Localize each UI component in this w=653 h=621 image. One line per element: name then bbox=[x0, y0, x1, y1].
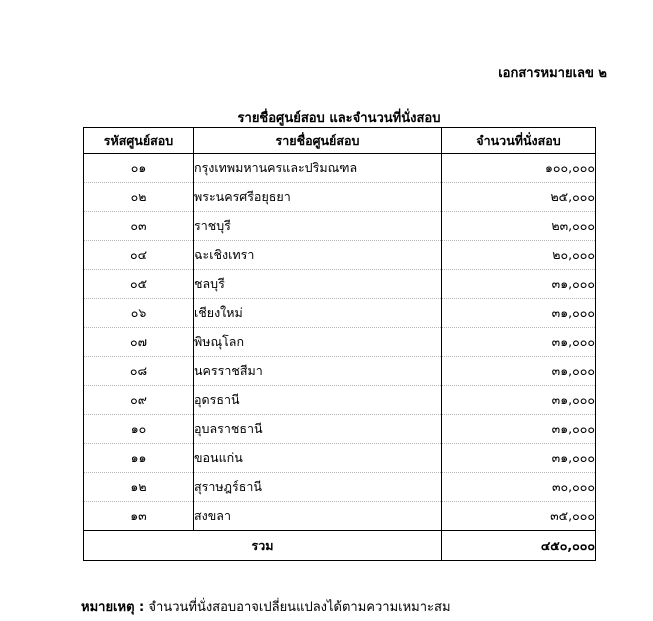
seat-count-cell: ๓๕,๐๐๐ bbox=[442, 502, 596, 531]
exam-center-table bbox=[83, 127, 596, 561]
center-name-cell: กรุงเทพมหานครและปริมณฑล bbox=[194, 154, 442, 183]
center-name-cell: นครราชสีมา bbox=[194, 357, 442, 386]
table-row bbox=[84, 270, 596, 299]
table-row bbox=[84, 183, 596, 212]
table-row bbox=[84, 473, 596, 502]
table-title: รายชื่อศูนย์สอบ และจำนวนที่นั่งสอบ bbox=[237, 111, 441, 126]
seat-count-cell: ๒๕,๐๐๐ bbox=[442, 183, 596, 212]
center-name-cell: เชียงใหม่ bbox=[194, 299, 442, 328]
table-row bbox=[84, 212, 596, 241]
center-name-cell: สงขลา bbox=[194, 502, 442, 531]
table-row bbox=[84, 386, 596, 415]
column-header-code: รหัสศูนย์สอบ bbox=[84, 128, 194, 154]
table-row bbox=[84, 415, 596, 444]
total-count: ๔๕๐,๐๐๐ bbox=[442, 531, 596, 561]
seat-count-cell: ๓๑,๐๐๐ bbox=[442, 444, 596, 473]
center-code-cell: ๐๗ bbox=[84, 328, 194, 357]
seat-count-cell: ๓๑,๐๐๐ bbox=[442, 299, 596, 328]
center-name-cell: พิษณุโลก bbox=[194, 328, 442, 357]
column-header-count: จำนวนที่นั่งสอบ bbox=[442, 128, 596, 154]
center-name-cell: สุราษฎร์ธานี bbox=[194, 473, 442, 502]
center-name-cell: ฉะเชิงเทรา bbox=[194, 241, 442, 270]
column-header-name: รายชื่อศูนย์สอบ bbox=[194, 128, 442, 154]
footnote-label: หมายเหตุ : bbox=[81, 600, 145, 615]
center-name-cell: อุดรธานี bbox=[194, 386, 442, 415]
seat-count-cell: ๑๐๐,๐๐๐ bbox=[442, 154, 596, 183]
table-row bbox=[84, 299, 596, 328]
table-row bbox=[84, 241, 596, 270]
center-code-cell: ๐๖ bbox=[84, 299, 194, 328]
center-code-cell: ๑๓ bbox=[84, 502, 194, 531]
footnote-text: จำนวนที่นั่งสอบอาจเปลี่ยนแปลงได้ตามความเหมาะสม bbox=[148, 600, 451, 615]
center-code-cell: ๐๘ bbox=[84, 357, 194, 386]
center-code-cell: ๐๔ bbox=[84, 241, 194, 270]
center-code-cell: ๐๙ bbox=[84, 386, 194, 415]
table-row bbox=[84, 502, 596, 531]
table-row bbox=[84, 444, 596, 473]
seat-count-cell: ๒๓,๐๐๐ bbox=[442, 212, 596, 241]
table-row bbox=[84, 154, 596, 183]
table-row bbox=[84, 328, 596, 357]
center-code-cell: ๑๑ bbox=[84, 444, 194, 473]
center-name-cell: ขอนแก่น bbox=[194, 444, 442, 473]
table-row bbox=[84, 357, 596, 386]
center-code-cell: ๐๓ bbox=[84, 212, 194, 241]
total-label: รวม bbox=[84, 531, 442, 561]
center-code-cell: ๑๒ bbox=[84, 473, 194, 502]
center-code-cell: ๑๐ bbox=[84, 415, 194, 444]
center-code-cell: ๐๑ bbox=[84, 154, 194, 183]
total-row bbox=[84, 531, 596, 561]
center-name-cell: ราชบุรี bbox=[194, 212, 442, 241]
document-number: เอกสารหมายเลข ๒ bbox=[498, 66, 607, 81]
seat-count-cell: ๒๐,๐๐๐ bbox=[442, 241, 596, 270]
seat-count-cell: ๓๑,๐๐๐ bbox=[442, 357, 596, 386]
center-name-cell: อุบลราชธานี bbox=[194, 415, 442, 444]
center-name-cell: พระนครศรีอยุธยา bbox=[194, 183, 442, 212]
seat-count-cell: ๓๑,๐๐๐ bbox=[442, 386, 596, 415]
seat-count-cell: ๓๑,๐๐๐ bbox=[442, 270, 596, 299]
footnote bbox=[81, 596, 451, 617]
seat-count-cell: ๓๑,๐๐๐ bbox=[442, 415, 596, 444]
seat-count-cell: ๓๐,๐๐๐ bbox=[442, 473, 596, 502]
table-header-row bbox=[84, 128, 596, 154]
center-code-cell: ๐๕ bbox=[84, 270, 194, 299]
center-name-cell: ชลบุรี bbox=[194, 270, 442, 299]
center-code-cell: ๐๒ bbox=[84, 183, 194, 212]
seat-count-cell: ๓๑,๐๐๐ bbox=[442, 328, 596, 357]
